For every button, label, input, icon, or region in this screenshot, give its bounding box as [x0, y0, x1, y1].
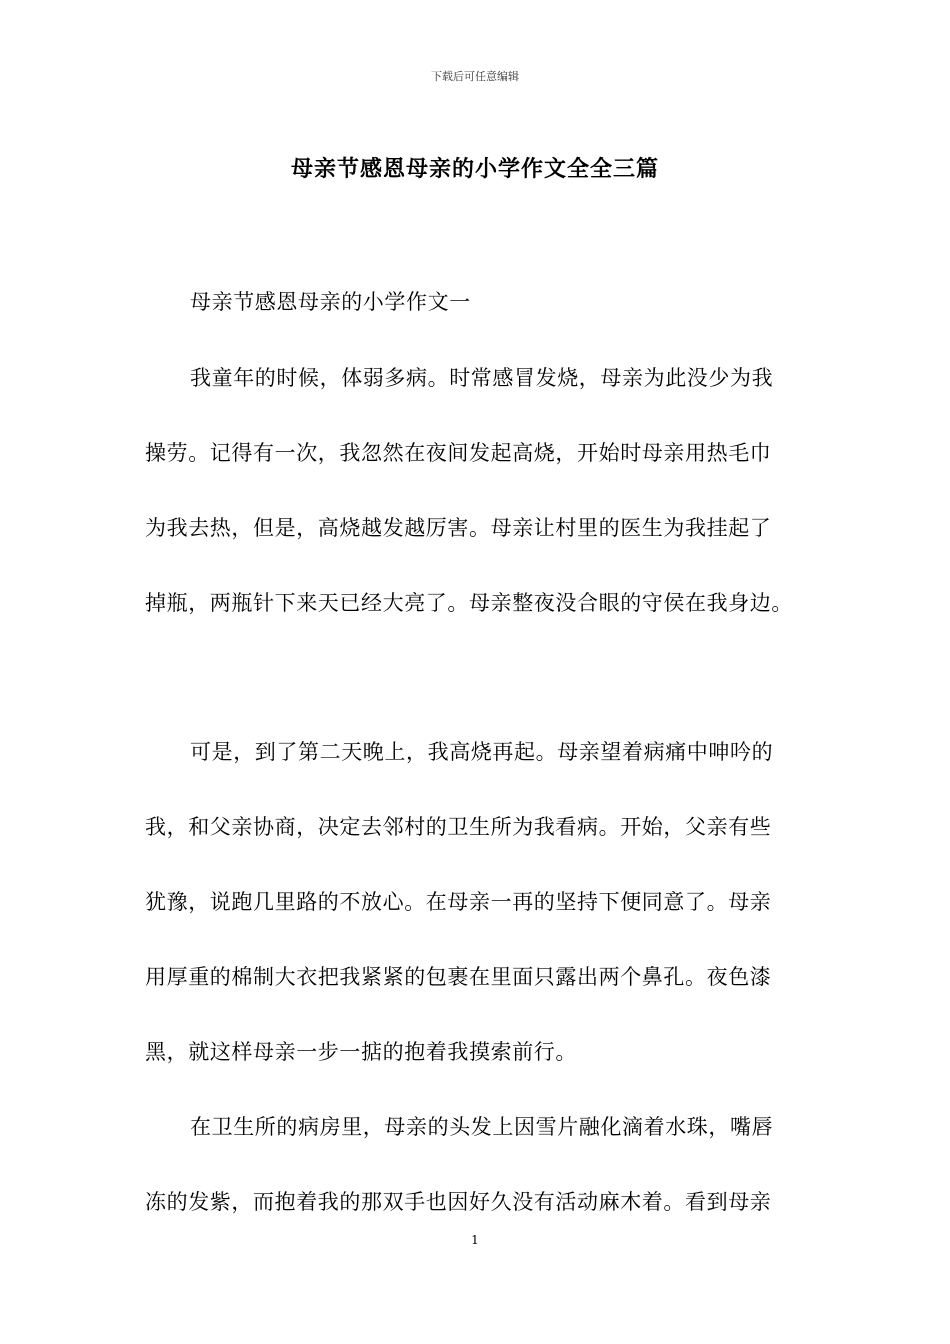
paragraph-line: 用厚重的棉制大衣把我紧紧的包裹在里面只露出两个鼻孔。夜色漆 — [145, 965, 772, 989]
paragraph-line: 冻的发紫，而抱着我的那双手也因好久没有活动麻木着。看到母亲 — [145, 1190, 772, 1214]
document-title: 母亲节感恩母亲的小学作文全全三篇 — [290, 156, 659, 182]
paragraph-line: 在卫生所的病房里，母亲的头发上因雪片融化滴着水珠，嘴唇 — [190, 1115, 774, 1139]
header-note: 下载后可任意编辑 — [431, 70, 519, 83]
paragraph-line: 犹豫，说跑几里路的不放心。在母亲一再的坚持下便同意了。母亲 — [145, 890, 772, 914]
paragraph-line: 黑，就这样母亲一步一掂的抱着我摸索前行。 — [145, 1040, 577, 1064]
page-number: 1 — [471, 1233, 479, 1247]
paragraph-line: 我童年的时候，体弱多病。时常感冒发烧，母亲为此没少为我 — [190, 366, 774, 390]
section-heading: 母亲节感恩母亲的小学作文一 — [190, 290, 471, 314]
paragraph-line: 掉瓶，两瓶针下来天已经大亮了。母亲整夜没合眼的守侯在我身边。 — [145, 591, 793, 615]
paragraph-line: 为我去热，但是，高烧越发越厉害。母亲让村里的医生为我挂起了 — [145, 516, 772, 540]
paragraph-line: 操劳。记得有一次，我忽然在夜间发起高烧，开始时母亲用热毛巾 — [145, 441, 772, 465]
paragraph-line: 我，和父亲协商，决定去邻村的卫生所为我看病。开始，父亲有些 — [145, 815, 772, 839]
paragraph-line: 可是，到了第二天晚上，我高烧再起。母亲望着病痛中呻吟的 — [190, 740, 774, 764]
